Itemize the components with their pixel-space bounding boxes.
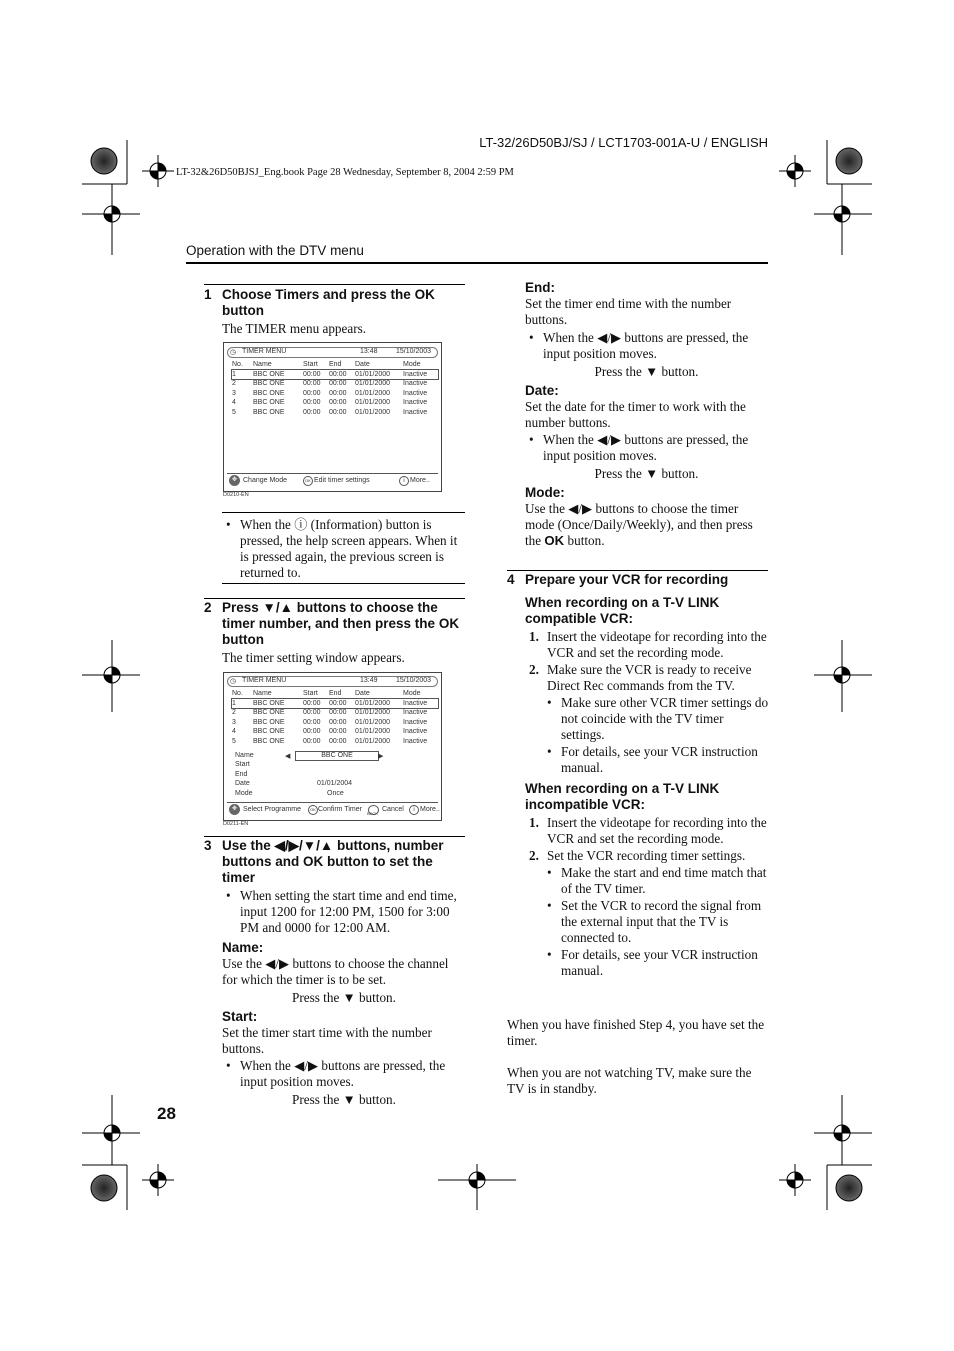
item-text: Insert the videotape for recording into the VCR and set the recording mode.: [547, 815, 767, 846]
table-row[interactable]: [232, 398, 438, 408]
step3-number: 3: [204, 838, 212, 853]
cell: Inactive: [403, 380, 428, 388]
step3-bullets: [222, 888, 466, 936]
cell: 01/01/2000: [355, 728, 391, 736]
list-item: • Set the VCR to record the signal from the external input that the TV is connected to.: [543, 898, 769, 946]
date-press: Press the ▼ button.: [594, 466, 699, 481]
table-row[interactable]: [232, 379, 438, 389]
footer-more: More..: [420, 806, 440, 813]
incompat-heading: When recording on a T-V LINK incompatible VCR:: [525, 781, 720, 812]
end-heading: End:: [525, 280, 555, 295]
list-item: • For details, see your VCR instruction manual.: [543, 744, 769, 776]
field-label-start: Start: [235, 761, 250, 768]
ok-icon: OK: [303, 854, 324, 869]
date-field[interactable]: 01/01/2004: [317, 780, 353, 787]
footer-confirm-timer: Confirm Timer: [318, 806, 362, 813]
item-number: 2.: [529, 848, 539, 863]
step1-title-a: Choose Timers and press the: [222, 287, 415, 302]
cell: 01/01/2000: [355, 370, 391, 378]
mode-text-a: Use the ◀/▶ buttons to choose the timer mode (Once/Daily/Weekly), and then press the: [525, 501, 753, 548]
ok-icon: OK: [544, 533, 565, 548]
cell: 00:00: [303, 399, 321, 407]
name-field[interactable]: BBC ONE: [295, 751, 379, 761]
step2-number: 2: [204, 600, 212, 615]
cell: 3: [232, 718, 236, 726]
section-title: Operation with the DTV menu: [186, 243, 364, 258]
item-number: 2.: [529, 662, 539, 677]
end-date-mode-block: [525, 280, 768, 549]
timer-menu-screen-1: [223, 342, 442, 492]
cell: Inactive: [403, 399, 428, 407]
cell: 00:00: [303, 408, 321, 416]
step1-rule: [204, 284, 465, 285]
table-row[interactable]: [232, 727, 438, 737]
col-header: No.: [232, 361, 243, 368]
col-header: No.: [232, 690, 243, 697]
cell: 00:00: [329, 709, 347, 717]
col-header: End: [329, 690, 342, 697]
item-number: 1.: [529, 815, 539, 830]
cell: 00:00: [329, 718, 347, 726]
cell: 2: [232, 709, 236, 717]
cell: 00:00: [329, 737, 347, 745]
step1-number: 1: [204, 287, 212, 302]
col-header: End: [329, 361, 342, 368]
ok-icon: OK: [414, 287, 435, 302]
incompat-list: [525, 815, 769, 864]
page-number: 28: [157, 1104, 176, 1123]
step1-title-b: button: [222, 303, 264, 318]
col-header: Start: [303, 690, 318, 697]
cell: 00:00: [303, 389, 321, 397]
info-bullet-list: [222, 517, 466, 582]
cell: BBC ONE: [253, 399, 285, 407]
step3: [204, 838, 466, 1108]
dpad-icon: ✥: [229, 804, 240, 815]
footer-back-label: BACK: [367, 811, 378, 816]
cell: BBC ONE: [253, 389, 285, 397]
dpad-icon: ✥: [229, 475, 240, 486]
list-item: [525, 848, 769, 864]
cell: BBC ONE: [253, 699, 285, 707]
item-text: Make sure the VCR is ready to receive Direct Rec commands from the TV.: [547, 662, 752, 693]
field-label-name: Name: [235, 752, 254, 759]
left-arrow-icon: ◀: [285, 753, 291, 760]
info-rule-bottom: [222, 583, 465, 584]
step3-bullet: • When setting the start time and end time, input 1200 for 12:00 PM, 1500 for 3:00 PM and 0000 for 12:00 AM.: [222, 888, 466, 936]
cell: BBC ONE: [253, 718, 285, 726]
screen1-caption: D0210-EN: [223, 492, 249, 498]
field-label-end: End: [235, 771, 248, 778]
list-item: [525, 629, 769, 661]
timer-icon: ◷: [230, 678, 237, 685]
finish-text-1: When you have finished Step 4, you have set the timer.: [507, 1017, 765, 1048]
step2: [204, 600, 466, 666]
cell: BBC ONE: [253, 737, 285, 745]
cell: 00:00: [303, 709, 321, 717]
date-bullet: • When the ◀/▶ buttons are pressed, the input position moves.: [525, 432, 768, 464]
date-bullets: [525, 432, 768, 464]
step2-rule: [204, 598, 465, 599]
compat-list: [525, 629, 769, 694]
cell: 00:00: [329, 699, 347, 707]
cell: 3: [232, 389, 236, 397]
footer-edit-timer: Edit timer settings: [314, 477, 370, 484]
ok-button-icon: OK: [308, 805, 318, 815]
cell: Inactive: [403, 699, 428, 707]
timer-icon: ◷: [230, 349, 237, 356]
step1-desc: The TIMER menu appears.: [222, 321, 367, 336]
col-header: Date: [355, 690, 370, 697]
end-bullet: • When the ◀/▶ buttons are pressed, the input position moves.: [525, 330, 768, 362]
cell: 4: [232, 728, 236, 736]
start-text: Set the timer start time with the number buttons.: [222, 1025, 432, 1056]
mode-text-b: button.: [564, 533, 605, 548]
cell: BBC ONE: [253, 370, 285, 378]
col-header: Mode: [403, 361, 421, 368]
cell: BBC ONE: [253, 380, 285, 388]
cell: BBC ONE: [253, 728, 285, 736]
screen1-table: [232, 360, 438, 418]
cell: 01/01/2000: [355, 408, 391, 416]
header-rule: [186, 262, 768, 264]
cell: BBC ONE: [253, 709, 285, 717]
cell: Inactive: [403, 737, 428, 745]
compat-sublist: [543, 695, 769, 776]
footer-select-programme: Select Programme: [243, 806, 301, 813]
start-heading: Start:: [222, 1009, 258, 1024]
date-text: Set the date for the timer to work with the number buttons.: [525, 399, 746, 430]
table-row[interactable]: [232, 737, 438, 747]
info-rule-top: [222, 512, 465, 513]
screen1-date: 15/10/2003: [396, 348, 432, 355]
name-heading: Name:: [222, 940, 264, 955]
cell: 00:00: [303, 699, 321, 707]
cell: 01/01/2000: [355, 699, 391, 707]
screen2-date: 15/10/2003: [396, 677, 432, 684]
screen2-time: 13:49: [360, 677, 378, 684]
cell: Inactive: [403, 408, 428, 416]
cell: 00:00: [303, 370, 321, 378]
table-row[interactable]: [232, 389, 438, 399]
step2-desc: The timer setting window appears.: [222, 650, 405, 665]
start-bullet: • When the ◀/▶ buttons are pressed, the input position moves.: [222, 1058, 466, 1090]
step4-number: 4: [507, 572, 515, 587]
mode-field[interactable]: Once: [327, 790, 344, 797]
start-press: Press the ▼ button.: [292, 1092, 396, 1107]
cell: 00:00: [329, 389, 347, 397]
col-header: Date: [355, 361, 370, 368]
cell: 00:00: [329, 408, 347, 416]
finish-text-2: When you are not watching TV, make sure the TV is in standby.: [507, 1065, 752, 1096]
cell: BBC ONE: [253, 408, 285, 416]
cell: 01/01/2000: [355, 737, 391, 745]
screen1-title: TIMER MENU: [242, 348, 287, 355]
ok-button-icon: OK: [303, 476, 313, 486]
cell: Inactive: [403, 389, 428, 397]
footer-more: More..: [410, 477, 430, 484]
end-press: Press the ▼ button.: [594, 364, 699, 379]
footer-change-mode: Change Mode: [243, 477, 287, 484]
screen1-footer: [227, 473, 438, 488]
info-icon: i: [399, 476, 409, 486]
name-text: Use the ◀/▶ buttons to choose the channel for which the timer is to be set.: [222, 956, 449, 987]
step1: [204, 287, 466, 337]
start-bullets: [222, 1058, 466, 1090]
cell: 01/01/2000: [355, 718, 391, 726]
col-header: Mode: [403, 690, 421, 697]
cell: 00:00: [329, 380, 347, 388]
list-item: [525, 662, 769, 694]
item-text: Insert the videotape for recording into the VCR and set the recording mode.: [547, 629, 767, 660]
footer-cancel: Cancel: [382, 806, 404, 813]
date-heading: Date:: [525, 383, 559, 398]
screen2-table: [232, 689, 438, 747]
field-label-date: Date: [235, 780, 250, 787]
end-text: Set the timer end time with the number buttons.: [525, 296, 732, 327]
table-row[interactable]: [232, 370, 438, 380]
cell: 00:00: [303, 380, 321, 388]
doc-code: LT-32/26D50BJ/SJ / LCT1703-001A-U / ENGLISH: [479, 135, 768, 150]
step4-title: Prepare your VCR for recording: [525, 572, 729, 587]
cell: 00:00: [303, 728, 321, 736]
step3-rule: [204, 836, 465, 837]
book-info: LT-32&26D50BJSJ_Eng.book Page 28 Wednesday, September 8, 2004 2:59 PM: [176, 167, 514, 178]
table-row[interactable]: [232, 699, 438, 709]
cell: Inactive: [403, 370, 428, 378]
end-bullets: [525, 330, 768, 362]
mode-text: [525, 501, 768, 549]
ok-icon: OK: [438, 616, 460, 631]
table-row[interactable]: [232, 718, 438, 728]
cell: 5: [232, 737, 236, 745]
step2-title-b: button: [222, 632, 264, 647]
list-item: [525, 815, 769, 847]
cell: Inactive: [403, 718, 428, 726]
list-item: • Make sure other VCR timer settings do not coincide with the TV timer settings.: [543, 695, 769, 743]
col-header: Start: [303, 361, 318, 368]
screen2-footer: [227, 802, 438, 817]
cell: 5: [232, 408, 236, 416]
cell: Inactive: [403, 709, 428, 717]
screen2-title: TIMER MENU: [242, 677, 287, 684]
list-item: • For details, see your VCR instruction manual.: [543, 947, 769, 979]
name-press: Press the ▼ button.: [292, 990, 396, 1005]
cell: 01/01/2000: [355, 399, 391, 407]
table-header: [232, 689, 438, 699]
field-label-mode: Mode: [235, 790, 253, 797]
cell: 00:00: [329, 370, 347, 378]
cell: 2: [232, 380, 236, 388]
step3-title-a: Use the ◀/▶/▼/▲ buttons, number buttons and: [222, 838, 444, 869]
screen1-time: 13:48: [360, 348, 378, 355]
cell: 00:00: [329, 728, 347, 736]
cell: 00:00: [303, 718, 321, 726]
mode-heading: Mode:: [525, 485, 565, 500]
cell: 01/01/2000: [355, 380, 391, 388]
table-row[interactable]: [232, 708, 438, 718]
cell: 00:00: [329, 399, 347, 407]
incompat-sublist: [543, 865, 769, 979]
cell: 1: [232, 370, 236, 378]
info-bullet: • When the ⓘ (Information) button is pressed, the help screen appears. When it is pressed again, the previous screen is returned to.: [222, 517, 466, 581]
step2-title-a: Press ▼/▲ buttons to choose the timer number, and then press the: [222, 600, 439, 631]
step4: [507, 572, 769, 980]
item-text: Set the VCR recording timer settings.: [547, 848, 746, 863]
step4-rule: [507, 570, 768, 571]
item-number: 1.: [529, 629, 539, 644]
col-header: Name: [253, 361, 272, 368]
list-item: • Make the start and end time match that of the TV timer.: [543, 865, 769, 897]
screen2-caption: D0211-EN: [223, 821, 249, 827]
right-arrow-icon: ▶: [378, 753, 384, 760]
table-row[interactable]: [232, 408, 438, 418]
cell: 4: [232, 399, 236, 407]
cell: Inactive: [403, 728, 428, 736]
cell: 01/01/2000: [355, 389, 391, 397]
cell: 01/01/2000: [355, 709, 391, 717]
info-icon: i: [409, 805, 419, 815]
cell: 1: [232, 699, 236, 707]
compat-heading: When recording on a T-V LINK compatible VCR:: [525, 595, 720, 626]
timer-menu-screen-2: [223, 672, 442, 821]
table-header: [232, 360, 438, 370]
col-header: Name: [253, 690, 272, 697]
step3-title-b: button to set the timer: [222, 854, 433, 885]
cell: 00:00: [303, 737, 321, 745]
